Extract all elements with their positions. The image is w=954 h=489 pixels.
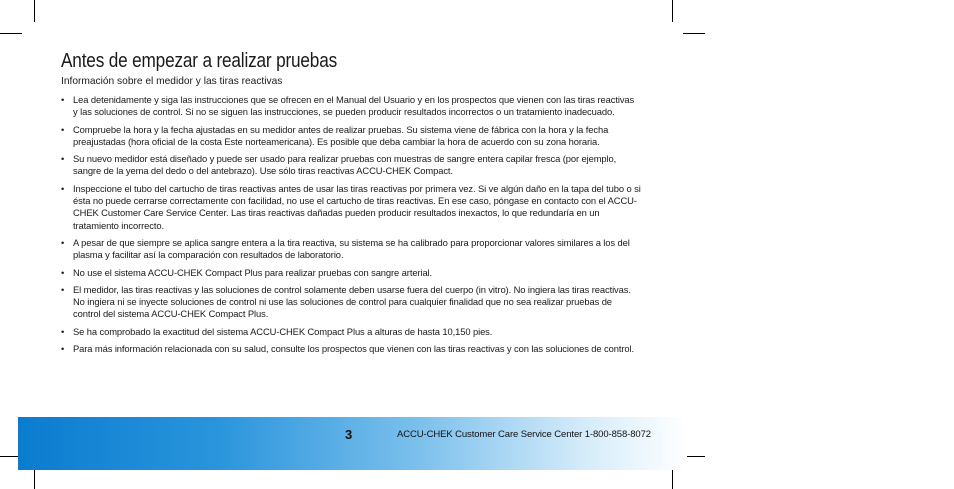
list-item xyxy=(61,153,641,178)
list-item xyxy=(61,326,641,338)
list-item xyxy=(61,267,641,279)
section-subtitle: Información sobre el medidor y las tiras reactivas xyxy=(61,76,283,87)
list-item-text: Compruebe la hora y la fecha ajustadas en su medidor antes de realizar pruebas. Su sistema viene de fábrica con la hora y la fecha preajustadas (hora oficial de la costa Este norteamericana). Es posible que deba cambiar la hora de acuerdo con su zona horaria. xyxy=(73,123,609,147)
bullet-icon: • xyxy=(61,153,65,165)
instruction-list xyxy=(61,94,641,355)
crop-mark xyxy=(683,33,705,34)
list-item-text: Inspeccione el tubo del cartucho de tiras reactivas antes de usar las tiras reactivas por primera vez. Si ve algún daño en la tapa del tubo o si ésta no puede cerrarse correctamente con facilidad, no use el cartucho de tiras reactivas. En ese caso, póngase en contacto con el ACCU-CHEK Customer Care Service Center. Las tiras reactivas dañadas pueden producir resultados inexactos, lo que redundaría en un tratamiento incorrecto. xyxy=(73,182,641,231)
bullet-icon: • xyxy=(61,123,65,135)
bullet-icon: • xyxy=(61,182,65,194)
list-item-text: Su nuevo medidor está diseñado y puede ser usado para realizar pruebas con muestras de sangre entera capilar fresca (por ejemplo, sangre de la yema del dedo o del antebrazo). Use sólo tiras reactivas ACCU-CHEK Compact. xyxy=(73,153,617,177)
page-number: 3 xyxy=(345,427,353,442)
crop-mark xyxy=(672,467,673,489)
page-title: Antes de empezar a realizar pruebas xyxy=(61,50,338,72)
bullet-icon: • xyxy=(61,266,65,278)
crop-mark xyxy=(0,33,22,34)
page-content xyxy=(61,50,641,360)
footer-band xyxy=(18,417,687,470)
bullet-icon: • xyxy=(61,283,65,295)
footer-contact-text: ACCU-CHEK Customer Care Service Center 1-800-858-8072 xyxy=(397,429,651,440)
bullet-icon: • xyxy=(61,94,65,105)
list-item-text: El medidor, las tiras reactivas y las soluciones de control solamente deben usarse fuera del cuerpo (in vitro). No ingiera las tiras reactivas. No ingiera ni se inyecte soluciones de control ni use las soluciones de control para cualquier finalidad que no sea realizar pruebas de control del sistema ACCU-CHEK Compact Plus. xyxy=(73,283,631,320)
list-item xyxy=(61,237,641,262)
list-item xyxy=(61,343,641,355)
list-item xyxy=(61,124,641,149)
bullet-icon: • xyxy=(61,236,65,248)
bullet-icon: • xyxy=(61,325,65,337)
list-item xyxy=(61,183,641,232)
list-item-text: No use el sistema ACCU-CHEK Compact Plus para realizar pruebas con sangre arterial. xyxy=(73,266,433,278)
list-item-text: Lea detenidamente y siga las instrucciones que se ofrecen en el Manual del Usuario y en los prospectos que vienen con las tiras reactivas y las soluciones de control. Si no se siguen las instrucciones, se pueden producir resultados incorrectos o un tratamiento inadecuado. xyxy=(73,94,635,118)
list-item-text: Se ha comprobado la exactitud del sistema ACCU-CHEK Compact Plus a alturas de hasta 10,150 pies. xyxy=(73,325,493,337)
crop-mark xyxy=(672,0,673,22)
crop-mark xyxy=(34,0,35,22)
crop-mark xyxy=(34,467,35,489)
list-item xyxy=(61,94,641,119)
list-item xyxy=(61,284,641,321)
list-item-text: Para más información relacionada con su salud, consulte los prospectos que vienen con las tiras reactivas y con las soluciones de control. xyxy=(73,343,634,355)
list-item-text: A pesar de que siempre se aplica sangre entera a la tira reactiva, su sistema se ha calibrado para proporcionar valores similares a los del plasma y facilitar así la comparación con resultados de laboratorio. xyxy=(73,236,630,261)
bullet-icon: • xyxy=(61,343,65,355)
